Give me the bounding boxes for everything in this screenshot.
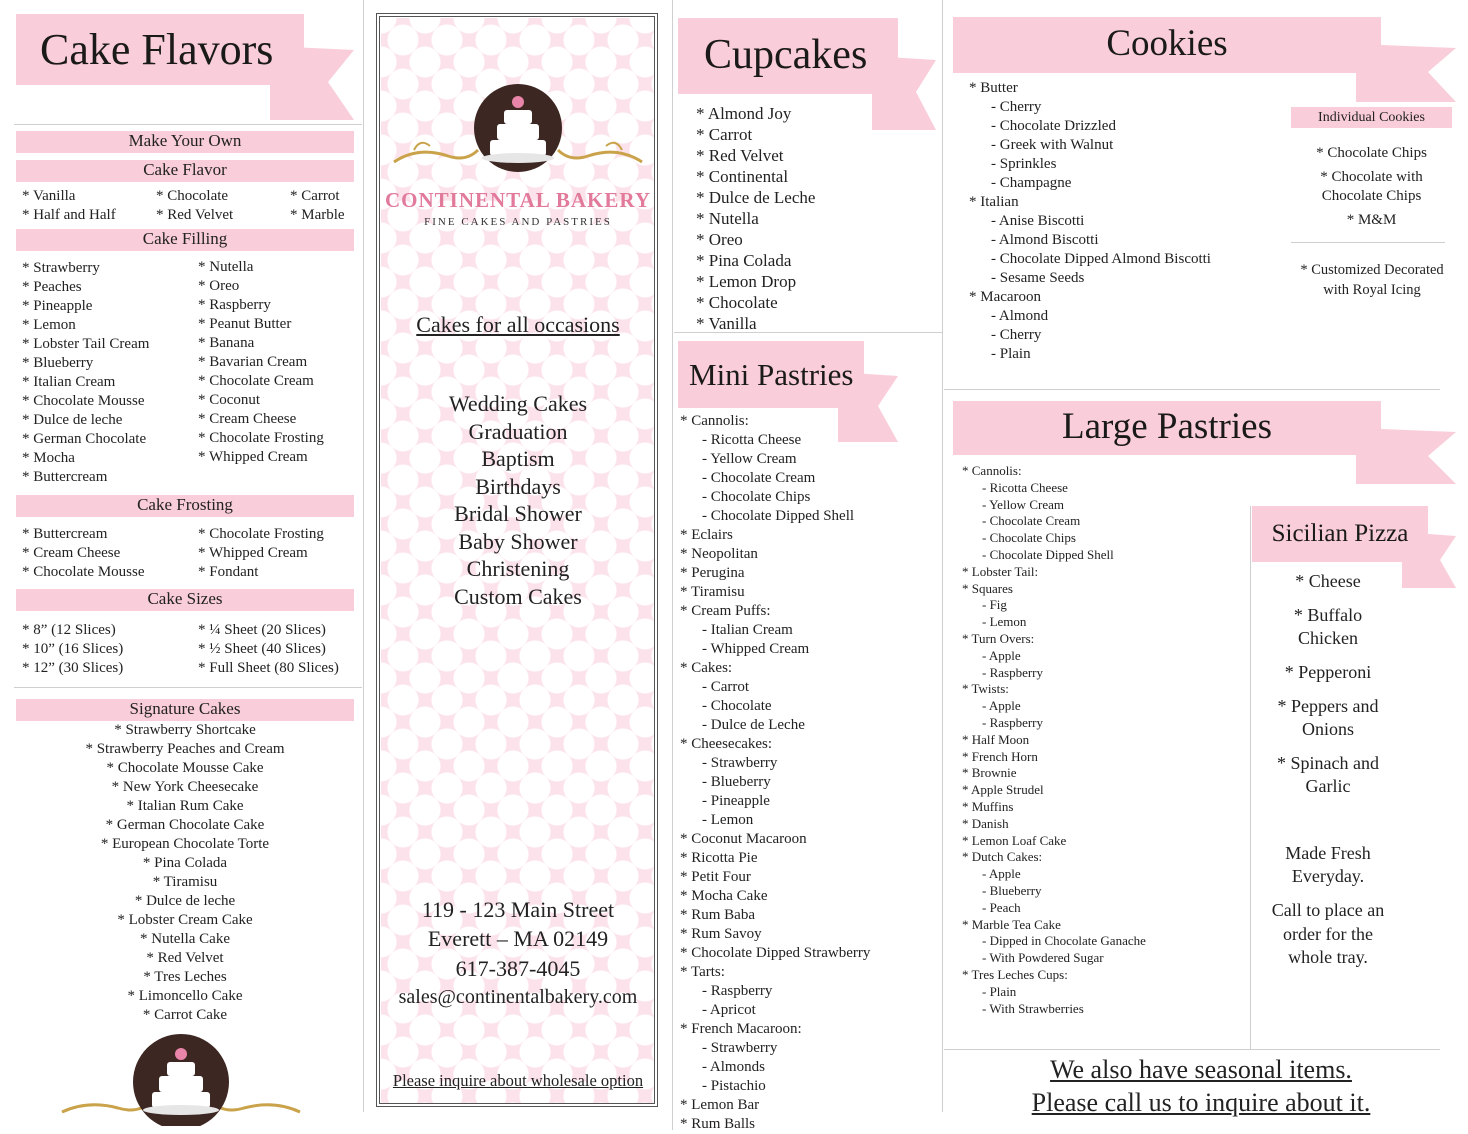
list-item: * Muffins bbox=[962, 798, 1014, 814]
list-item: * Twists: bbox=[962, 681, 1009, 697]
list-item: * Vanilla bbox=[22, 188, 76, 204]
list-item: * New York Cheesecake bbox=[111, 779, 259, 795]
list-item: * Tres Leches bbox=[143, 969, 227, 985]
list-item: - Chocolate Chips bbox=[982, 530, 1076, 546]
signature-cakes-heading: Signature Cakes bbox=[16, 699, 354, 721]
list-item: - Anise Biscotti bbox=[991, 213, 1085, 229]
list-item: - Chocolate Cream bbox=[982, 513, 1081, 529]
list-item: * 10” (16 Slices) bbox=[22, 641, 124, 657]
mini-pastries-list bbox=[680, 412, 870, 1134]
ribbon-tail-decoration bbox=[872, 56, 938, 132]
occasion-item: Baptism bbox=[481, 446, 555, 471]
email-address[interactable]: sales@continentalbakery.com bbox=[398, 986, 638, 1008]
list-item: - Apple bbox=[982, 866, 1021, 882]
list-item: * Almond Joy bbox=[696, 104, 792, 123]
list-item: * Banana bbox=[198, 335, 255, 351]
cake-frosting-heading: Cake Frosting bbox=[16, 495, 354, 517]
list-item: * Chocolate Mousse Cake bbox=[106, 760, 264, 776]
list-item: - Raspberry bbox=[982, 714, 1044, 730]
divider bbox=[1250, 506, 1251, 1050]
list-item: * Chocolate Frosting bbox=[198, 526, 324, 542]
list-item: * Carrot bbox=[290, 188, 340, 204]
cupcakes-title: Cupcakes bbox=[704, 32, 868, 78]
list-item: * Chocolate Dipped Strawberry bbox=[680, 945, 871, 961]
list-item: * 8” (12 Slices) bbox=[22, 622, 116, 638]
address-line-2: Everett – MA 02149 bbox=[427, 926, 609, 951]
divider bbox=[1291, 242, 1445, 243]
cake-filling-heading: Cake Filling bbox=[16, 229, 354, 251]
list-item: * Chocolate bbox=[156, 188, 229, 204]
list-item: - Greek with Walnut bbox=[991, 137, 1114, 153]
list-item: * Red Velvet bbox=[696, 146, 784, 165]
list-item: * Red Velvet bbox=[146, 950, 224, 966]
list-item: - Plain bbox=[991, 346, 1031, 362]
call-to-order-note: Call to place an order for the whole tray. bbox=[1271, 900, 1385, 967]
list-item: - Sesame Seeds bbox=[991, 270, 1085, 286]
list-item: - Italian Cream bbox=[702, 622, 793, 638]
list-item: * Perugina bbox=[680, 565, 745, 581]
cookies-list bbox=[969, 79, 1211, 364]
divider bbox=[363, 0, 364, 1112]
list-item: - Chocolate Dipped Shell bbox=[702, 508, 855, 524]
list-item: * Red Velvet bbox=[156, 207, 234, 223]
list-item: * Cannolis: bbox=[962, 463, 1022, 478]
list-item: * Carrot Cake bbox=[142, 1007, 228, 1023]
list-item: * Butter bbox=[969, 80, 1018, 96]
list-item: * Pina Colada bbox=[142, 855, 228, 871]
cookies-title: Cookies bbox=[1106, 23, 1228, 64]
list-item: * Rum Baba bbox=[680, 907, 755, 923]
make-your-own-heading: Make Your Own bbox=[16, 131, 354, 153]
cake-frosting-list-right bbox=[198, 525, 324, 582]
list-item: * Pineapple bbox=[22, 298, 93, 314]
individual-cookie-item: * Chocolate with Chocolate Chips bbox=[1320, 168, 1423, 204]
list-item: * Dulce de Leche bbox=[696, 188, 816, 207]
individual-cookies-heading: Individual Cookies bbox=[1291, 107, 1452, 128]
list-item: - Strawberry bbox=[702, 1040, 778, 1056]
list-item: * Lobster Tail Cream bbox=[22, 336, 150, 352]
list-item: - Almond bbox=[991, 308, 1049, 324]
signature-cakes-list bbox=[16, 721, 354, 1025]
list-item: - With Strawberries bbox=[982, 1000, 1084, 1016]
divider bbox=[14, 687, 362, 688]
cake-flavor-list-2 bbox=[156, 187, 233, 225]
list-item: * Blueberry bbox=[22, 355, 94, 371]
list-item: * Lemon Drop bbox=[696, 272, 797, 291]
list-item: * Lemon Bar bbox=[680, 1097, 760, 1113]
list-item: - Dipped in Chocolate Ganache bbox=[982, 933, 1146, 949]
list-item: - Plain bbox=[982, 983, 1017, 999]
list-item: * Buttercream bbox=[22, 469, 108, 485]
list-item: - With Powdered Sugar bbox=[982, 950, 1104, 966]
cupcakes-list bbox=[696, 103, 815, 334]
list-item: * 12” (30 Slices) bbox=[22, 660, 124, 676]
list-item: - Carrot bbox=[702, 679, 750, 695]
list-item: * Italian Rum Cake bbox=[126, 798, 244, 814]
list-item: * Italian bbox=[969, 194, 1019, 210]
wholesale-note: Please inquire about wholesale option bbox=[392, 1071, 644, 1090]
list-item: * Nutella Cake bbox=[140, 931, 230, 947]
list-item: * Turn Overs: bbox=[962, 630, 1035, 646]
cake-flavors-title: Cake Flavors bbox=[40, 25, 274, 74]
list-item: * Chocolate Frosting bbox=[198, 430, 324, 446]
list-item: - Strawberry bbox=[702, 755, 778, 771]
list-item: - Pistachio bbox=[702, 1078, 766, 1094]
list-item: * Mocha bbox=[22, 450, 75, 466]
cake-logo-icon bbox=[58, 1030, 304, 1126]
address-line-1: 119 - 123 Main Street bbox=[421, 897, 615, 922]
list-item: * Cheesecakes: bbox=[680, 736, 773, 752]
list-item: * Lemon bbox=[22, 317, 76, 333]
list-item: * Nutella bbox=[198, 259, 254, 275]
list-item: * Lobster Tail: bbox=[962, 563, 1039, 579]
occasion-item: Bridal Shower bbox=[454, 501, 582, 526]
list-item: - Almond Biscotti bbox=[991, 232, 1099, 248]
list-item: * Half and Half bbox=[22, 207, 116, 223]
occasion-item: Graduation bbox=[468, 418, 568, 444]
list-item: * Raspberry bbox=[198, 297, 271, 313]
large-pastries-list bbox=[962, 463, 1146, 1017]
list-item: * Tiramisu bbox=[152, 874, 218, 890]
list-item: * ¼ Sheet (20 Slices) bbox=[198, 622, 326, 638]
list-item: * Whipped Cream bbox=[198, 545, 308, 561]
list-item: - Chocolate Dipped Shell bbox=[982, 546, 1114, 562]
list-item: - Champagne bbox=[991, 175, 1072, 191]
divider bbox=[944, 389, 1440, 390]
ribbon-tail-decoration bbox=[270, 46, 356, 122]
list-item: * Rum Savoy bbox=[680, 926, 762, 942]
list-item: * Chocolate bbox=[696, 293, 778, 312]
list-item: * Macaroon bbox=[969, 289, 1042, 305]
list-item: * Peaches bbox=[22, 279, 82, 295]
list-item: - Almonds bbox=[702, 1059, 765, 1075]
occasions-heading: Cakes for all occasions bbox=[416, 312, 620, 337]
individual-cookie-item: * Chocolate Chips bbox=[1316, 145, 1427, 161]
list-item: - Cherry bbox=[991, 99, 1042, 115]
sicilian-pizza-title: Sicilian Pizza bbox=[1271, 520, 1409, 547]
list-item: - Apricot bbox=[702, 1002, 756, 1018]
divider bbox=[942, 0, 943, 1112]
list-item: * Oreo bbox=[696, 230, 743, 249]
brand-tagline: FINE CAKES AND PASTRIES bbox=[424, 216, 612, 228]
list-item: - Peach bbox=[982, 899, 1021, 915]
list-item: * Cream Cheese bbox=[22, 545, 121, 561]
list-item: * Lobster Cream Cake bbox=[117, 912, 253, 928]
list-item: * Mocha Cake bbox=[680, 888, 768, 904]
list-item: * Limoncello Cake bbox=[127, 988, 243, 1004]
pizza-item: * Cheese bbox=[1295, 571, 1361, 591]
individual-cookie-item: * M&M bbox=[1346, 211, 1397, 228]
list-item: * Italian Cream bbox=[22, 374, 116, 390]
list-item: - Chocolate Chips bbox=[702, 489, 811, 505]
occasion-item: Christening bbox=[466, 556, 570, 581]
pizza-item: * Buffalo Chicken bbox=[1293, 605, 1363, 648]
occasion-item: Baby Shower bbox=[458, 528, 578, 554]
list-item: * Pina Colada bbox=[696, 251, 792, 270]
list-item: - Yellow Cream bbox=[982, 496, 1064, 512]
list-item: - Raspberry bbox=[702, 983, 773, 999]
list-item: * Apple Strudel bbox=[962, 782, 1044, 798]
list-item: * Bavarian Cream bbox=[198, 354, 308, 370]
made-fresh-note: Made Fresh Everyday. bbox=[1285, 843, 1371, 886]
cake-sizes-heading: Cake Sizes bbox=[16, 589, 354, 611]
occasion-item: Wedding Cakes bbox=[448, 391, 588, 416]
cake-flavor-list-1 bbox=[22, 187, 116, 225]
pizza-item: * Peppers and Onions bbox=[1277, 696, 1379, 739]
list-item: * Cream Puffs: bbox=[680, 603, 771, 619]
bakery-logo-icon bbox=[392, 82, 644, 178]
list-item: * Strawberry Peaches and Cream bbox=[85, 741, 285, 757]
list-item: - Chocolate Dipped Almond Biscotti bbox=[991, 251, 1211, 267]
list-item: - Blueberry bbox=[702, 774, 771, 790]
list-item: * Marble bbox=[290, 207, 345, 223]
list-item: * Squares bbox=[962, 580, 1013, 596]
list-item: * Danish bbox=[962, 815, 1009, 831]
cake-filling-list-right bbox=[198, 258, 324, 467]
list-item: * European Chocolate Torte bbox=[100, 836, 270, 852]
large-pastries-title: Large Pastries bbox=[1062, 406, 1272, 447]
list-item: * Full Sheet (80 Slices) bbox=[198, 660, 339, 676]
list-item: - Lemon bbox=[982, 614, 1027, 630]
mini-pastries-title: Mini Pastries bbox=[689, 357, 854, 392]
list-item: * Peanut Butter bbox=[198, 316, 292, 332]
cake-filling-list-left bbox=[22, 259, 149, 487]
list-item: * Strawberry Shortcake bbox=[114, 722, 256, 738]
list-item: * Cream Cheese bbox=[198, 411, 297, 427]
list-item: - Sprinkles bbox=[991, 156, 1057, 172]
list-item: - Cherry bbox=[991, 327, 1042, 343]
list-item: * Dutch Cakes: bbox=[962, 849, 1043, 865]
list-item: * Vanilla bbox=[696, 314, 757, 333]
list-item: * Chocolate Cream bbox=[198, 373, 314, 389]
list-item: - Apple bbox=[982, 698, 1021, 714]
list-item: * Strawberry bbox=[22, 260, 100, 276]
list-item: * ½ Sheet (40 Slices) bbox=[198, 641, 326, 657]
list-item: * Continental bbox=[696, 167, 789, 186]
list-item: * German Chocolate bbox=[22, 431, 147, 447]
cake-frosting-list-left bbox=[22, 525, 144, 582]
divider bbox=[672, 0, 673, 1130]
list-item: - Ricotta Cheese bbox=[982, 479, 1068, 495]
divider bbox=[14, 124, 362, 125]
individual-cookies-list bbox=[1291, 144, 1452, 234]
sicilian-pizza-list bbox=[1252, 570, 1404, 809]
customized-cookies: * Customized Decorated with Royal Icing bbox=[1300, 262, 1444, 298]
list-item: - Fig bbox=[982, 597, 1007, 613]
list-item: * French Horn bbox=[962, 748, 1038, 764]
list-item: - Chocolate bbox=[702, 698, 772, 714]
list-item: * Cakes: bbox=[680, 660, 733, 676]
occasion-item: Custom Cakes bbox=[454, 583, 582, 609]
list-item: * Cannolis: bbox=[680, 413, 749, 429]
list-item: * German Chocolate Cake bbox=[105, 817, 265, 833]
list-item: * Tarts: bbox=[680, 964, 725, 980]
occasion-item: Birthdays bbox=[475, 473, 561, 499]
list-item: - Chocolate Drizzled bbox=[991, 118, 1116, 134]
cake-flavor-heading: Cake Flavor bbox=[16, 160, 354, 182]
divider bbox=[944, 1049, 1440, 1050]
list-item: * Nutella bbox=[696, 209, 759, 228]
occasions-list bbox=[381, 390, 655, 610]
brand-name: CONTINENTAL BAKERY bbox=[384, 188, 651, 212]
list-item: * Tres Leches Cups: bbox=[962, 966, 1068, 982]
list-item: * Rum Balls bbox=[680, 1116, 756, 1132]
cake-sizes-list-right bbox=[198, 621, 339, 678]
list-item: - Yellow Cream bbox=[702, 451, 797, 467]
list-item: * French Macaroon: bbox=[680, 1021, 802, 1037]
list-item: * Oreo bbox=[198, 278, 240, 294]
list-item: * Neopolitan bbox=[680, 546, 758, 562]
list-item: * Dulce de leche bbox=[22, 412, 123, 428]
list-item: - Pineapple bbox=[702, 793, 770, 809]
seasonal-note-2: Please call us to inquire about it. bbox=[1031, 1088, 1371, 1117]
list-item: - Lemon bbox=[702, 812, 754, 828]
pizza-item: * Pepperoni bbox=[1284, 662, 1372, 682]
cake-sizes-list-left bbox=[22, 621, 123, 678]
list-item: * Chocolate Mousse bbox=[22, 564, 145, 580]
list-item: * Carrot bbox=[696, 125, 753, 144]
list-item: * Ricotta Pie bbox=[680, 850, 758, 866]
list-item: - Chocolate Cream bbox=[702, 470, 816, 486]
list-item: * Whipped Cream bbox=[198, 449, 308, 465]
list-item: * Petit Four bbox=[680, 869, 751, 885]
phone-number: 617-387-4045 bbox=[455, 956, 581, 981]
list-item: * Coconut bbox=[198, 392, 261, 408]
list-item: * Lemon Loaf Cake bbox=[962, 832, 1067, 848]
list-item: - Whipped Cream bbox=[702, 641, 810, 657]
list-item: - Dulce de Leche bbox=[702, 717, 805, 733]
list-item: * Half Moon bbox=[962, 731, 1030, 747]
list-item: * Tiramisu bbox=[680, 584, 745, 600]
cake-flavor-list-3 bbox=[290, 187, 345, 225]
list-item: * Chocolate Mousse bbox=[22, 393, 145, 409]
list-item: * Marble Tea Cake bbox=[962, 916, 1061, 932]
list-item: - Ricotta Cheese bbox=[702, 432, 802, 448]
list-item: * Dulce de leche bbox=[134, 893, 236, 909]
pizza-item: * Spinach and Garlic bbox=[1277, 753, 1379, 796]
seasonal-note-1: We also have seasonal items. bbox=[1050, 1055, 1352, 1084]
list-item: * Brownie bbox=[962, 765, 1017, 781]
list-item: * Coconut Macaroon bbox=[680, 831, 807, 847]
list-item: - Blueberry bbox=[982, 882, 1042, 898]
list-item: - Apple bbox=[982, 647, 1021, 663]
list-item: * Eclairs bbox=[680, 527, 733, 543]
list-item: * Buttercream bbox=[22, 526, 108, 542]
list-item: - Raspberry bbox=[982, 664, 1044, 680]
list-item: * Fondant bbox=[198, 564, 259, 580]
